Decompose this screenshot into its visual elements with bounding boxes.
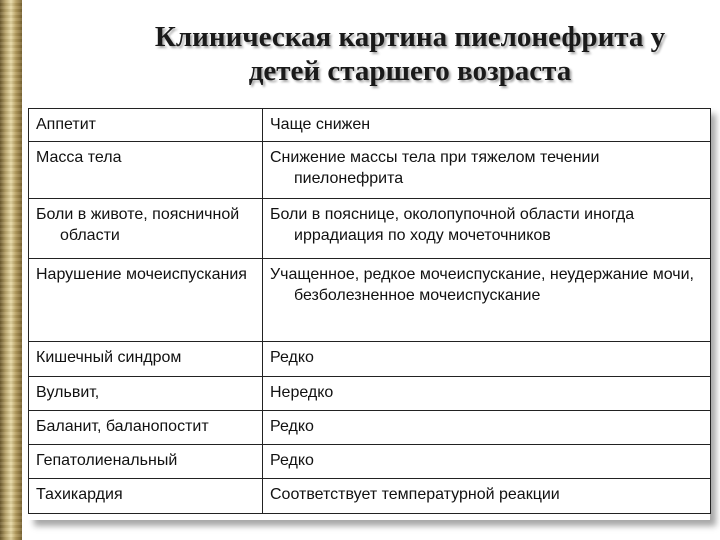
symptom-cell <box>29 342 263 377</box>
table-row <box>29 142 711 199</box>
description-text: Учащенное, редкое мочеиспускание, неудержание мочи, безболезненное мочеиспускание <box>270 266 694 304</box>
description-text: Соответствует температурной реакции <box>270 486 560 503</box>
table-row <box>29 109 711 142</box>
description-cell <box>263 342 711 377</box>
title-line-2: детей старшего возраста <box>248 55 572 87</box>
title-line-1: Клиническая картина пиелонефрита у <box>154 21 666 53</box>
table-row <box>29 377 711 411</box>
symptom-text: Тахикардия <box>36 486 123 503</box>
symptoms-table <box>28 108 711 514</box>
description-cell <box>263 109 711 142</box>
symptom-cell <box>29 109 263 142</box>
description-text: Нередко <box>270 384 334 401</box>
symptom-cell <box>29 445 263 479</box>
table-row <box>29 259 711 342</box>
symptom-cell <box>29 142 263 199</box>
symptom-cell <box>29 377 263 411</box>
symptom-cell <box>29 259 263 342</box>
symptom-text: Кишечный синдром <box>36 349 182 366</box>
description-text: Редко <box>270 452 314 469</box>
symptom-cell <box>29 479 263 514</box>
table-row <box>29 342 711 377</box>
description-text: Редко <box>270 349 314 366</box>
description-cell <box>263 142 711 199</box>
symptom-text: Нарушение мочеиспускания <box>36 266 247 283</box>
symptom-text: Аппетит <box>36 116 96 133</box>
description-cell <box>263 479 711 514</box>
description-cell <box>263 445 711 479</box>
symptom-cell <box>29 411 263 445</box>
description-cell <box>263 411 711 445</box>
symptom-text: Баланит, баланопостит <box>36 418 209 435</box>
description-text: Боли в пояснице, околопупочной области иногда иррадиация по ходу мочеточников <box>270 206 635 244</box>
table-row <box>29 445 711 479</box>
decorative-gold-bar <box>0 0 22 540</box>
table-row <box>29 199 711 259</box>
symptom-cell <box>29 199 263 259</box>
description-cell <box>263 377 711 411</box>
symptom-text: Вульвит, <box>36 384 100 401</box>
slide-title <box>110 20 710 88</box>
table-row <box>29 411 711 445</box>
symptom-text: Боли в животе, поясничной области <box>36 206 240 244</box>
description-cell <box>263 199 711 259</box>
description-text: Редко <box>270 418 314 435</box>
description-text: Чаще снижен <box>270 116 371 133</box>
symptom-text: Гепатолиенальный <box>36 452 178 469</box>
table-row <box>29 479 711 514</box>
description-text: Снижение массы тела при тяжелом течении пиелонефрита <box>270 149 600 187</box>
description-cell <box>263 259 711 342</box>
symptom-text: Масса тела <box>36 149 122 166</box>
